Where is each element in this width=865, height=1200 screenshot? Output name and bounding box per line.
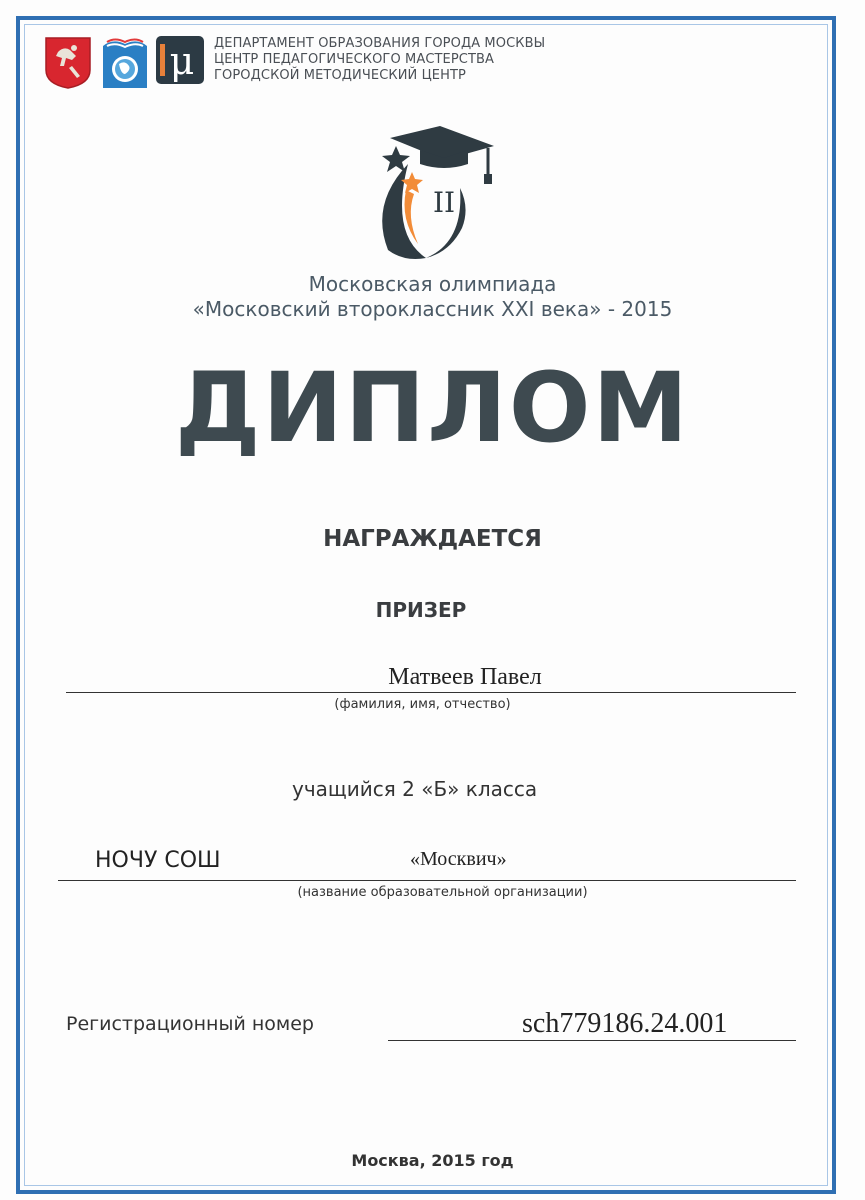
org-line-2: ЦЕНТР ПЕДАГОГИЧЕСКОГО МАСТЕРСТВА <box>214 52 495 67</box>
org-line-3: ГОРОДСКОЙ МЕТОДИЧЕСКИЙ ЦЕНТР <box>214 68 466 83</box>
emblem-numeral: II <box>432 186 456 219</box>
olympiad-line-1: Московская олимпиада <box>308 272 557 296</box>
student-name: Матвеев Павел <box>388 664 542 690</box>
footer-place-year: Москва, 2015 год <box>351 1151 514 1170</box>
name-caption: (фамилия, имя, отчество) <box>334 697 511 712</box>
grade-text: учащийся 2 «Б» класса <box>292 777 538 801</box>
mu-center-icon <box>156 36 204 84</box>
school-caption: (название образовательной организации) <box>297 885 588 900</box>
awarded-heading: НАГРАЖДАЕТСЯ <box>323 526 542 552</box>
registration-number: sch779186.24.001 <box>522 1008 728 1039</box>
name-underline <box>66 692 796 693</box>
organization-header <box>214 36 545 84</box>
moscow-coat-of-arms-icon <box>44 36 92 90</box>
school-name: «Москвич» <box>410 848 507 870</box>
registration-underline <box>388 1040 796 1041</box>
graduation-cap-stars-icon <box>360 124 500 264</box>
olympiad-line-2: «Московский второклассник XXI века» - 2015 <box>192 297 673 321</box>
school-type: НОЧУ СОШ <box>95 848 221 873</box>
diploma-title: ДИПЛОМ <box>174 352 691 464</box>
education-book-globe-icon <box>101 36 149 90</box>
award-place: ПРИЗЕР <box>375 598 467 622</box>
registration-label: Регистрационный номер <box>66 1013 314 1035</box>
school-underline <box>58 880 796 881</box>
svg-text:μ: μ <box>169 39 195 83</box>
org-line-1: ДЕПАРТАМЕНТ ОБРАЗОВАНИЯ ГОРОДА МОСКВЫ <box>214 36 546 51</box>
